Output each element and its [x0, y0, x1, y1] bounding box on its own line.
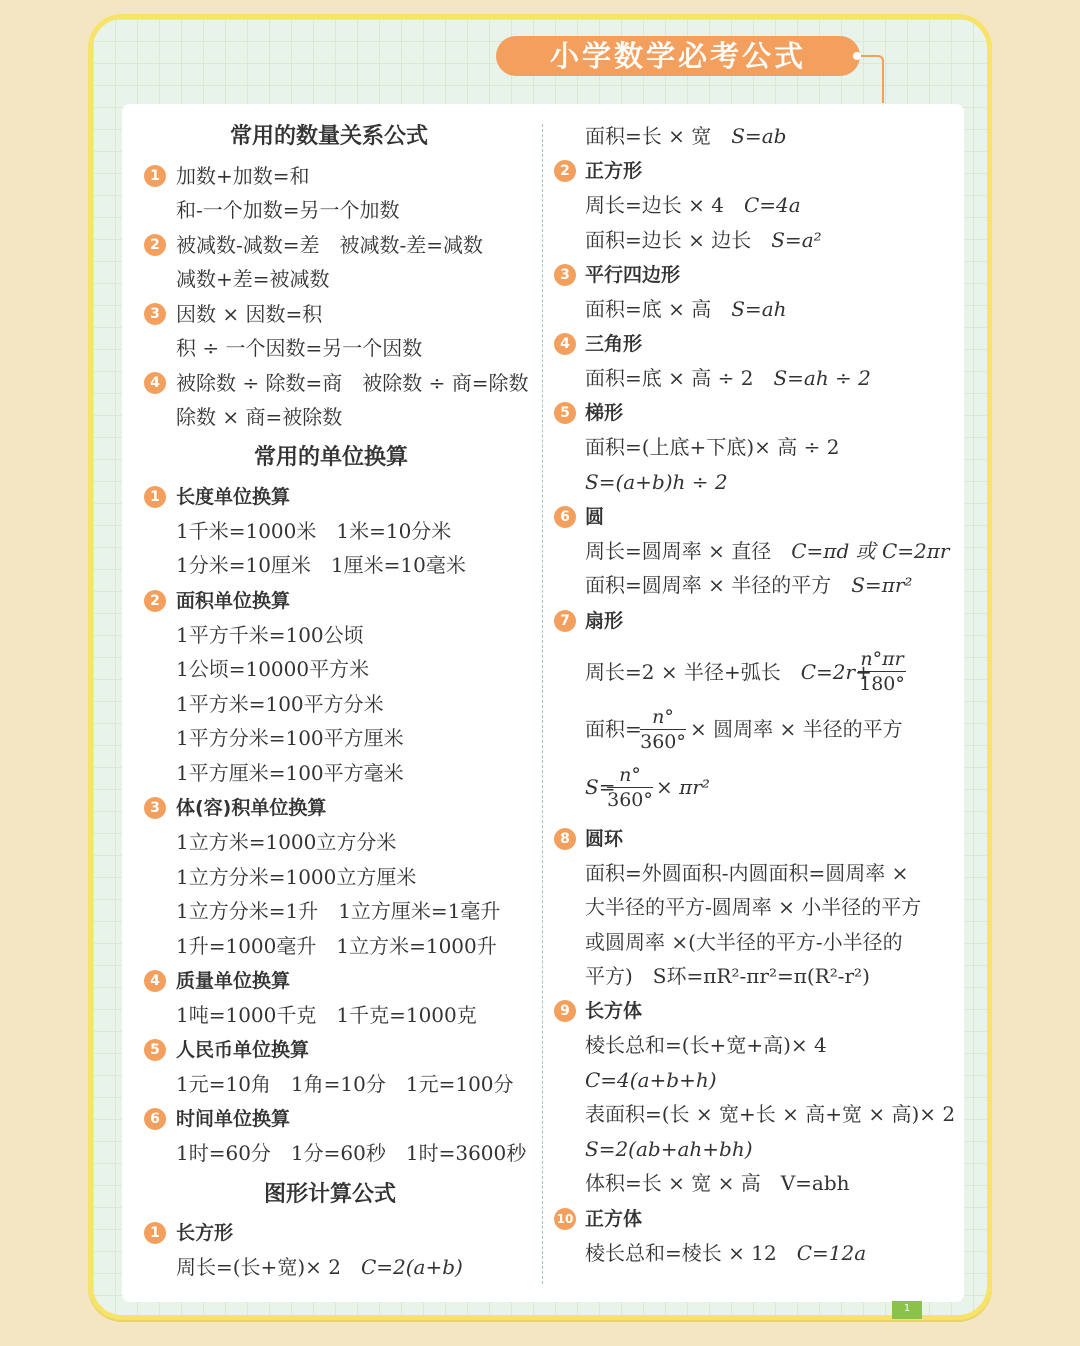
- formula-line: 1元=10角 1角=10分 1元=100分: [176, 1072, 514, 1096]
- number-badge: 10: [554, 1208, 576, 1230]
- subheading-rectangle: 长方形: [176, 1222, 234, 1244]
- fraction-s: [607, 764, 653, 811]
- page-number: 1: [903, 1303, 911, 1314]
- subheading-parallelogram: 平行四边形: [585, 264, 681, 286]
- heading-quantity: 常用的数量关系公式: [230, 124, 429, 149]
- formula-line: 1千米=1000米 1米=10分米: [176, 519, 452, 543]
- number-badge: 3: [144, 797, 166, 819]
- heading-units: 常用的单位换算: [254, 445, 409, 470]
- formula-line: 被除数 ÷ 除数=商 被除数 ÷ 商=除数: [176, 371, 529, 395]
- formula-line: 周长=2 × 半径+弧长 C=2r+: [585, 660, 872, 684]
- subheading-time: 时间单位换算: [176, 1108, 291, 1130]
- number-badge: 1: [144, 486, 166, 508]
- subheading-sector: 扇形: [585, 610, 624, 632]
- title-dot: [853, 52, 861, 60]
- number-badge: 6: [554, 506, 576, 528]
- subheading-currency: 人民币单位换算: [176, 1039, 310, 1061]
- formula-line: 平方) S环=πR²-πr²=π(R²-r²): [585, 964, 870, 988]
- formula-line: 积 ÷ 一个因数=另一个因数: [176, 336, 423, 360]
- fraction-numerator: n°: [652, 706, 674, 728]
- fraction-bar: [640, 729, 686, 730]
- subheading-triangle: 三角形: [585, 333, 643, 355]
- subheading-cube: 正方体: [585, 1208, 643, 1230]
- number-badge: 5: [554, 402, 576, 424]
- formula-line: 1平方米=100平方分米: [176, 692, 384, 716]
- number-badge: 3: [554, 264, 576, 286]
- formula-line: 体积=长 × 宽 × 高 V=abh: [585, 1171, 850, 1195]
- fraction-denominator: 360°: [607, 789, 653, 811]
- fraction-bar: [607, 787, 653, 788]
- formula-line: 除数 × 商=被除数: [176, 405, 343, 429]
- formula-line: 被减数-减数=差 被减数-差=减数: [176, 233, 484, 257]
- fraction-numerator: n°πr: [860, 648, 904, 670]
- subheading-volume: 体(容)积单位换算: [176, 797, 327, 819]
- number-badge: 6: [144, 1108, 166, 1130]
- formula-line: 和-一个加数=另一个加数: [176, 198, 400, 222]
- fraction-bar: [858, 671, 906, 672]
- formula-line: C=4(a+b+h): [585, 1068, 717, 1092]
- subheading-square: 正方形: [585, 160, 643, 182]
- formula-line: 1公顷=10000平方米: [176, 657, 370, 681]
- number-badge: 4: [144, 970, 166, 992]
- formula-line: 面积=(上底+下底)× 高 ÷ 2: [585, 435, 840, 459]
- subheading-length: 长度单位换算: [176, 486, 291, 508]
- formula-line: 周长=(长+宽)× 2 C=2(a+b): [176, 1255, 463, 1279]
- formula-line: 1立方分米=1升 1立方厘米=1毫升: [176, 899, 501, 923]
- number-badge: 9: [554, 1000, 576, 1022]
- subheading-circle: 圆: [585, 506, 605, 528]
- formula-line: 棱长总和=棱长 × 12 C=12a: [585, 1241, 867, 1265]
- formula-line: 面积=圆周率 × 半径的平方 S=πr²: [585, 573, 913, 597]
- title-connector: [858, 55, 884, 103]
- formula-line: S=2(ab+ah+bh): [585, 1137, 753, 1161]
- formula-line: S=(a+b)h ÷ 2: [585, 470, 728, 494]
- formula-line: 1平方分米=100平方厘米: [176, 726, 404, 750]
- subheading-trapezoid: 梯形: [585, 402, 624, 424]
- number-badge: 2: [554, 160, 576, 182]
- formula-line: 周长=圆周率 × 直径 C=πd 或 C=2πr: [585, 539, 950, 563]
- formula-line: 大半径的平方-圆周率 × 小半径的平方: [585, 895, 922, 919]
- page-title: 小学数学必考公式: [496, 36, 860, 76]
- formula-line: 1平方厘米=100平方毫米: [176, 761, 404, 785]
- formula-line: 1立方米=1000立方分米: [176, 830, 397, 854]
- fraction-area: [640, 706, 686, 753]
- formula-line: × πr²: [656, 775, 710, 799]
- formula-line: 面积=底 × 高 ÷ 2 S=ah ÷ 2: [585, 366, 871, 390]
- fraction-denominator: 360°: [640, 731, 686, 753]
- formula-line: 1平方千米=100公顷: [176, 623, 364, 647]
- formula-line: 面积=长 × 宽 S=ab: [585, 124, 787, 148]
- number-badge: 4: [554, 333, 576, 355]
- number-badge: 7: [554, 610, 576, 632]
- formula-line: 减数+差=被减数: [176, 267, 330, 291]
- fraction-numerator: n°: [619, 764, 641, 786]
- formula-line: 或圆周率 ×(大半径的平方-小半径的: [585, 930, 903, 954]
- subheading-mass: 质量单位换算: [176, 970, 291, 992]
- formula-line: 周长=边长 × 4 C=4a: [585, 193, 801, 217]
- number-badge: 1: [144, 1222, 166, 1244]
- formula-line: 1分米=10厘米 1厘米=10毫米: [176, 553, 466, 577]
- formula-line: 棱长总和=(长+宽+高)× 4: [585, 1033, 827, 1057]
- number-badge: 8: [554, 828, 576, 850]
- formula-line: 表面积=(长 × 宽+长 × 高+宽 × 高)× 2: [585, 1102, 956, 1126]
- formula-line: 面积=外圆面积-内圆面积=圆周率 ×: [585, 861, 909, 885]
- column-divider: [542, 124, 543, 1284]
- fraction-arc: [858, 648, 906, 695]
- formula-line: 面积=边长 × 边长 S=a²: [585, 228, 822, 252]
- formula-line: S=: [585, 775, 616, 799]
- subheading-cuboid: 长方体: [585, 1000, 643, 1022]
- formula-line: 1立方分米=1000立方厘米: [176, 865, 417, 889]
- number-badge: 2: [144, 234, 166, 256]
- number-badge: 2: [144, 590, 166, 612]
- formula-line: 加数+加数=和: [176, 164, 310, 188]
- formula-line: 1升=1000毫升 1立方米=1000升: [176, 934, 497, 958]
- formula-line: 面积=底 × 高 S=ah: [585, 297, 787, 321]
- formula-line: 面积=: [585, 717, 642, 741]
- fraction-denominator: 180°: [859, 673, 905, 695]
- heading-shapes: 图形计算公式: [264, 1182, 397, 1207]
- subheading-ring: 圆环: [585, 828, 624, 850]
- number-badge: 3: [144, 303, 166, 325]
- formula-line: 1时=60分 1分=60秒 1时=3600秒: [176, 1141, 527, 1165]
- formula-line: 1吨=1000千克 1千克=1000克: [176, 1003, 477, 1027]
- formula-line: 因数 × 因数=积: [176, 302, 323, 326]
- number-badge: 4: [144, 372, 166, 394]
- formula-line: × 圆周率 × 半径的平方: [690, 717, 903, 741]
- number-badge: 5: [144, 1039, 166, 1061]
- number-badge: 1: [144, 165, 166, 187]
- subheading-area: 面积单位换算: [176, 590, 291, 612]
